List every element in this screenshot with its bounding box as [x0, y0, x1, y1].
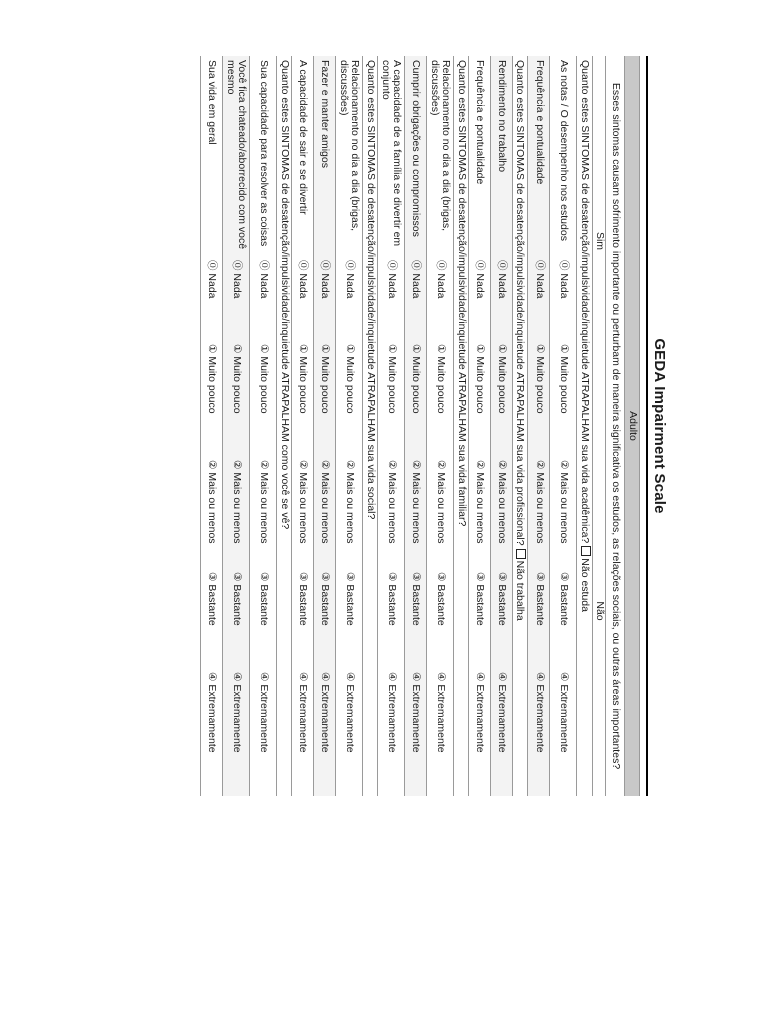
- yes-option[interactable]: Sim: [593, 231, 606, 251]
- item-label: Sua vida em geral: [201, 56, 223, 256]
- band-row: [625, 56, 640, 796]
- item-row: [491, 56, 513, 796]
- table-body: [201, 56, 640, 796]
- option-nada[interactable]: ⓪ Nada: [201, 256, 223, 340]
- item-row: [314, 56, 336, 796]
- option-nada[interactable]: ⓪ Nada: [250, 256, 277, 340]
- option-mais-ou-menos[interactable]: ② Mais ou menos: [528, 456, 550, 568]
- option-extremamente[interactable]: ④ Extremamente: [314, 668, 336, 796]
- option-nada[interactable]: ⓪ Nada: [491, 256, 513, 340]
- option-mais-ou-menos[interactable]: ② Mais ou menos: [292, 456, 314, 568]
- option-extremamente[interactable]: ④ Extremamente: [250, 668, 277, 796]
- option-extremamente[interactable]: ④ Extremamente: [201, 668, 223, 796]
- intro-question: Esses sintomas causam sofrimento importante ou perturbam de maneira significativa os estudos, as relações sociais, ou outras áreas importantes?: [606, 56, 625, 796]
- no-option[interactable]: Não: [593, 601, 606, 621]
- item-label: Rendimento no trabalho: [491, 56, 513, 256]
- option-mais-ou-menos[interactable]: ② Mais ou menos: [336, 456, 363, 568]
- option-nada[interactable]: ⓪ Nada: [528, 256, 550, 340]
- option-extremamente[interactable]: ④ Extremamente: [292, 668, 314, 796]
- section-question-row: [454, 56, 469, 796]
- option-mais-ou-menos[interactable]: ② Mais ou menos: [378, 456, 405, 568]
- rotated-page: [30, 56, 670, 796]
- item-row: [427, 56, 454, 796]
- item-label: Fazer e manter amigos: [314, 56, 336, 256]
- option-nada[interactable]: ⓪ Nada: [469, 256, 491, 340]
- section-question: Quanto estes SINTOMAS de desatenção/impulsividade/inquietude ATRAPALHAM como você se vê?: [278, 60, 291, 530]
- item-label: Cumprir obrigações ou compromissos: [405, 56, 427, 256]
- option-muito-pouco[interactable]: ① Muito pouco: [314, 340, 336, 456]
- band-label: Adulto: [625, 56, 640, 796]
- page-title: GEDA Impairment Scale: [651, 338, 668, 514]
- item-label: A capacidade de sair e se divertir: [292, 56, 314, 256]
- option-mais-ou-menos[interactable]: ② Mais ou menos: [469, 456, 491, 568]
- option-extremamente[interactable]: ④ Extremamente: [491, 668, 513, 796]
- option-extremamente[interactable]: ④ Extremamente: [469, 668, 491, 796]
- option-muito-pouco[interactable]: ① Muito pouco: [405, 340, 427, 456]
- option-bastante[interactable]: ③ Bastante: [427, 568, 454, 668]
- option-bastante[interactable]: ③ Bastante: [378, 568, 405, 668]
- impairment-table: [200, 56, 640, 796]
- item-label: Relacionamento no dia a dia (brigas, discussões): [427, 56, 454, 256]
- option-bastante[interactable]: ③ Bastante: [223, 568, 250, 668]
- item-label: A capacidade de a família se divertir em conjunto: [378, 56, 405, 256]
- option-muito-pouco[interactable]: ① Muito pouco: [427, 340, 454, 456]
- option-mais-ou-menos[interactable]: ② Mais ou menos: [201, 456, 223, 568]
- item-row: [292, 56, 314, 796]
- option-mais-ou-menos[interactable]: ② Mais ou menos: [491, 456, 513, 568]
- item-row: [469, 56, 491, 796]
- option-bastante[interactable]: ③ Bastante: [469, 568, 491, 668]
- section-question-row: [577, 56, 593, 796]
- option-nada[interactable]: ⓪ Nada: [405, 256, 427, 340]
- option-bastante[interactable]: ③ Bastante: [336, 568, 363, 668]
- item-row: [550, 56, 577, 796]
- item-label: Frequência e pontualidade: [469, 56, 491, 256]
- item-label: Relacionamento no dia a dia (brigas, discussões): [336, 56, 363, 256]
- option-extremamente[interactable]: ④ Extremamente: [405, 668, 427, 796]
- section-question-row: [513, 56, 529, 796]
- not-applicable-checkbox[interactable]: [581, 546, 591, 556]
- not-applicable-label: Não estuda: [579, 558, 591, 612]
- option-muito-pouco[interactable]: ① Muito pouco: [528, 340, 550, 456]
- not-applicable-label: Não trabalha: [514, 560, 527, 621]
- item-row: [250, 56, 277, 796]
- option-bastante[interactable]: ③ Bastante: [528, 568, 550, 668]
- option-bastante[interactable]: ③ Bastante: [292, 568, 314, 668]
- option-muito-pouco[interactable]: ① Muito pouco: [250, 340, 277, 456]
- option-extremamente[interactable]: ④ Extremamente: [336, 668, 363, 796]
- option-nada[interactable]: ⓪ Nada: [378, 256, 405, 340]
- item-row: [528, 56, 550, 796]
- option-muito-pouco[interactable]: ① Muito pouco: [469, 340, 491, 456]
- section-question-row: [363, 56, 378, 796]
- item-row: [336, 56, 363, 796]
- option-nada[interactable]: ⓪ Nada: [550, 256, 577, 340]
- item-label: Sua capacidade para resolver as coisas: [250, 56, 277, 256]
- option-extremamente[interactable]: ④ Extremamente: [550, 668, 577, 796]
- option-nada[interactable]: ⓪ Nada: [223, 256, 250, 340]
- section-question: Quanto estes SINTOMAS de desatenção/impulsividade/inquietude ATRAPALHAM sua vida social?: [364, 60, 377, 520]
- option-nada[interactable]: ⓪ Nada: [336, 256, 363, 340]
- item-row: [405, 56, 427, 796]
- section-question: Quanto estes SINTOMAS de desatenção/impulsividade/inquietude ATRAPALHAM sua vida familiar?: [455, 60, 468, 527]
- option-bastante[interactable]: ③ Bastante: [491, 568, 513, 668]
- option-extremamente[interactable]: ④ Extremamente: [378, 668, 405, 796]
- option-nada[interactable]: ⓪ Nada: [292, 256, 314, 340]
- section-question-row: [277, 56, 292, 796]
- option-muito-pouco[interactable]: ① Muito pouco: [378, 340, 405, 456]
- item-row: [378, 56, 405, 796]
- item-row: [223, 56, 250, 796]
- option-mais-ou-menos[interactable]: ② Mais ou menos: [314, 456, 336, 568]
- item-label: As notas / O desempenho nos estudos: [550, 56, 577, 256]
- yes-no-row: [593, 56, 606, 796]
- option-bastante[interactable]: ③ Bastante: [550, 568, 577, 668]
- section-question: Quanto estes SINTOMAS de desatenção/impulsividade/inquietude ATRAPALHAM sua vida acadêmica?: [579, 60, 591, 544]
- item-row: [201, 56, 223, 796]
- option-extremamente[interactable]: ④ Extremamente: [223, 668, 250, 796]
- option-muito-pouco[interactable]: ① Muito pouco: [292, 340, 314, 456]
- item-label: Frequência e pontualidade: [528, 56, 550, 256]
- option-muito-pouco[interactable]: ① Muito pouco: [336, 340, 363, 456]
- option-bastante[interactable]: ③ Bastante: [201, 568, 223, 668]
- option-muito-pouco[interactable]: ① Muito pouco: [491, 340, 513, 456]
- section-question: Quanto estes SINTOMAS de desatenção/impulsividade/inquietude ATRAPALHAM sua vida profissional?: [514, 60, 527, 546]
- option-muito-pouco[interactable]: ① Muito pouco: [223, 340, 250, 456]
- option-bastante[interactable]: ③ Bastante: [250, 568, 277, 668]
- option-nada[interactable]: ⓪ Nada: [427, 256, 454, 340]
- option-nada[interactable]: ⓪ Nada: [314, 256, 336, 340]
- option-mais-ou-menos[interactable]: ② Mais ou menos: [223, 456, 250, 568]
- option-bastante[interactable]: ③ Bastante: [314, 568, 336, 668]
- option-extremamente[interactable]: ④ Extremamente: [427, 668, 454, 796]
- option-mais-ou-menos[interactable]: ② Mais ou menos: [550, 456, 577, 568]
- option-mais-ou-menos[interactable]: ② Mais ou menos: [427, 456, 454, 568]
- item-label: Você fica chateado/aborrecido com você mesmo: [223, 56, 250, 256]
- option-extremamente[interactable]: ④ Extremamente: [528, 668, 550, 796]
- option-mais-ou-menos[interactable]: ② Mais ou menos: [405, 456, 427, 568]
- intro-row: [606, 56, 625, 796]
- option-mais-ou-menos[interactable]: ② Mais ou menos: [250, 456, 277, 568]
- option-muito-pouco[interactable]: ① Muito pouco: [201, 340, 223, 456]
- option-muito-pouco[interactable]: ① Muito pouco: [550, 340, 577, 456]
- not-applicable-checkbox[interactable]: [517, 549, 527, 559]
- option-bastante[interactable]: ③ Bastante: [405, 568, 427, 668]
